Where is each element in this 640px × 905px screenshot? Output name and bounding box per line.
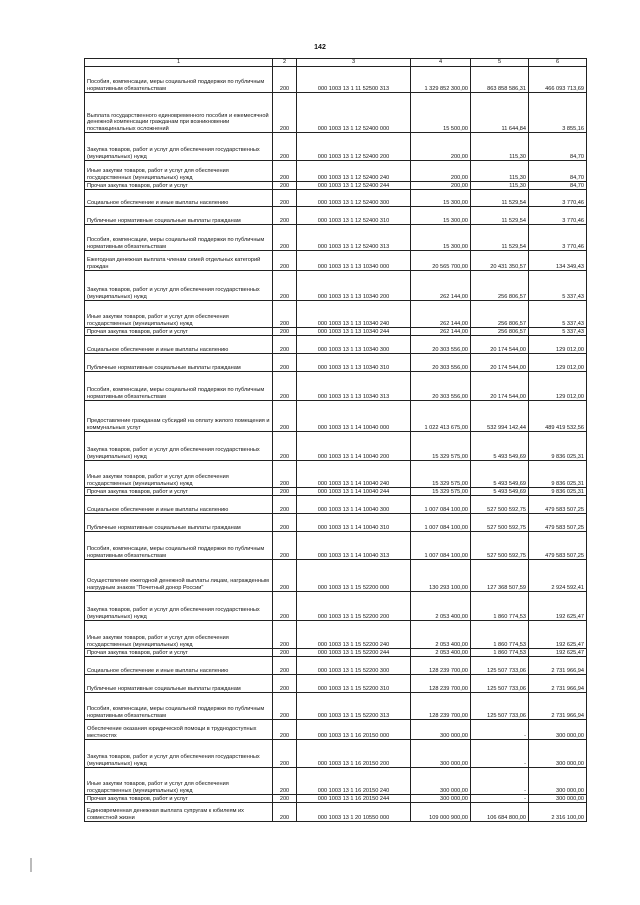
row-approved-amount: 128 239 700,00 xyxy=(411,657,471,675)
table-row xyxy=(85,720,587,740)
row-item-name: Прочая закупка товаров, работ и услуг xyxy=(85,795,273,803)
row-executed-amount: 11 644,84 xyxy=(471,93,529,133)
row-unexecuted-amount: 479 583 507,25 xyxy=(529,496,587,514)
row-item-name: Иные закупки товаров, работ и услуг для обеспечения государственных (муниципальных) нужд xyxy=(85,161,273,182)
table-header-row xyxy=(85,59,587,67)
table-row xyxy=(85,93,587,133)
row-approved-amount: 300 000,00 xyxy=(411,795,471,803)
row-executed-amount: 20 174 544,00 xyxy=(471,372,529,401)
row-approved-amount: 20 303 556,00 xyxy=(411,336,471,354)
row-executed-amount: 863 858 586,31 xyxy=(471,67,529,93)
row-item-name: Единовременная денежная выплата супругам к юбилеям их совместной жизни xyxy=(85,803,273,822)
row-executed-amount: 256 806,57 xyxy=(471,301,529,328)
row-line-code: 200 xyxy=(273,182,297,190)
row-line-code: 200 xyxy=(273,657,297,675)
row-budget-code: 000 1003 13 1 12 52400 300 xyxy=(297,190,411,207)
row-executed-amount: 527 500 592,75 xyxy=(471,496,529,514)
row-item-name: Пособия, компенсации, меры социальной поддержки по публичным нормативным обязательствам xyxy=(85,532,273,560)
row-unexecuted-amount: 300 000,00 xyxy=(529,795,587,803)
row-executed-amount: 11 529,54 xyxy=(471,190,529,207)
row-line-code: 200 xyxy=(273,768,297,795)
row-budget-code: 000 1003 13 1 20 10550 000 xyxy=(297,803,411,822)
row-approved-amount: 1 007 084 100,00 xyxy=(411,514,471,532)
row-approved-amount: 2 053 400,00 xyxy=(411,592,471,621)
row-budget-code: 000 1003 13 1 13 10340 310 xyxy=(297,354,411,372)
row-item-name: Социальное обеспечение и иные выплаты населению xyxy=(85,190,273,207)
row-unexecuted-amount: 9 836 025,31 xyxy=(529,461,587,488)
row-executed-amount: 1 860 774,53 xyxy=(471,592,529,621)
row-line-code: 200 xyxy=(273,67,297,93)
row-line-code: 200 xyxy=(273,592,297,621)
row-budget-code: 000 1003 13 1 15 52200 200 xyxy=(297,592,411,621)
row-unexecuted-amount: 5 337,43 xyxy=(529,328,587,336)
row-unexecuted-amount: 2 731 966,94 xyxy=(529,657,587,675)
row-item-name: Публичные нормативные социальные выплаты гражданам xyxy=(85,354,273,372)
row-line-code: 200 xyxy=(273,336,297,354)
row-line-code: 200 xyxy=(273,328,297,336)
row-approved-amount: 300 000,00 xyxy=(411,768,471,795)
row-budget-code: 000 1003 13 1 12 52400 240 xyxy=(297,161,411,182)
row-unexecuted-amount: 2 316 100,00 xyxy=(529,803,587,822)
row-item-name: Прочая закупка товаров, работ и услуг xyxy=(85,649,273,657)
row-unexecuted-amount: 300 000,00 xyxy=(529,768,587,795)
row-budget-code: 000 1003 13 1 15 52200 300 xyxy=(297,657,411,675)
row-line-code: 200 xyxy=(273,720,297,740)
row-approved-amount: 128 239 700,00 xyxy=(411,693,471,720)
budget-execution-table xyxy=(84,58,587,822)
table-row xyxy=(85,740,587,768)
row-line-code: 200 xyxy=(273,461,297,488)
row-line-code: 200 xyxy=(273,532,297,560)
table-row xyxy=(85,372,587,401)
row-unexecuted-amount: 2 731 966,94 xyxy=(529,693,587,720)
table-row xyxy=(85,461,587,488)
row-item-name: Пособия, компенсации, меры социальной поддержки по публичным нормативным обязательствам xyxy=(85,372,273,401)
row-budget-code: 000 1003 13 1 15 52200 240 xyxy=(297,621,411,649)
row-executed-amount: - xyxy=(471,795,529,803)
table-row xyxy=(85,592,587,621)
table-row xyxy=(85,649,587,657)
row-unexecuted-amount: 5 337,43 xyxy=(529,271,587,301)
row-item-name: Пособия, компенсации, меры социальной поддержки по публичным нормативным обязательствам xyxy=(85,67,273,93)
page-number: 142 xyxy=(314,44,326,51)
row-unexecuted-amount: 192 625,47 xyxy=(529,649,587,657)
row-item-name: Выплата государственного единовременного пособия и ежемесячной денежной компенсации гражданам при возникновении поствакцинальных осложнений xyxy=(85,93,273,133)
row-unexecuted-amount: 3 855,16 xyxy=(529,93,587,133)
row-executed-amount: 5 493 549,69 xyxy=(471,432,529,461)
row-unexecuted-amount: 84,70 xyxy=(529,182,587,190)
row-approved-amount: 15 300,00 xyxy=(411,225,471,251)
row-budget-code: 000 1003 13 1 14 10040 244 xyxy=(297,488,411,496)
row-approved-amount: 2 053 400,00 xyxy=(411,621,471,649)
row-line-code: 200 xyxy=(273,133,297,161)
row-budget-code: 000 1003 13 1 11 52500 313 xyxy=(297,67,411,93)
row-executed-amount: 115,30 xyxy=(471,161,529,182)
row-item-name: Иные закупки товаров, работ и услуг для обеспечения государственных (муниципальных) нужд xyxy=(85,621,273,649)
table-row xyxy=(85,182,587,190)
table-row xyxy=(85,354,587,372)
table-row xyxy=(85,207,587,225)
row-approved-amount: 15 329 575,00 xyxy=(411,432,471,461)
table-row xyxy=(85,496,587,514)
table-row xyxy=(85,803,587,822)
row-line-code: 200 xyxy=(273,432,297,461)
table-row xyxy=(85,251,587,271)
row-item-name: Закупка товаров, работ и услуг для обеспечения государственных (муниципальных) нужд xyxy=(85,592,273,621)
column-header-5: 5 xyxy=(471,59,529,67)
budget-table-container xyxy=(84,58,586,822)
row-approved-amount: 15 300,00 xyxy=(411,190,471,207)
table-row xyxy=(85,532,587,560)
row-unexecuted-amount: 300 000,00 xyxy=(529,720,587,740)
row-executed-amount: 11 529,54 xyxy=(471,207,529,225)
row-executed-amount: 11 529,54 xyxy=(471,225,529,251)
row-item-name: Иные закупки товаров, работ и услуг для обеспечения государственных (муниципальных) нужд xyxy=(85,768,273,795)
row-executed-amount: 20 174 544,00 xyxy=(471,354,529,372)
table-row xyxy=(85,328,587,336)
row-budget-code: 000 1003 13 1 15 52200 000 xyxy=(297,560,411,592)
row-budget-code: 000 1003 13 1 12 52400 000 xyxy=(297,93,411,133)
row-executed-amount: 20 431 350,57 xyxy=(471,251,529,271)
row-approved-amount: 200,00 xyxy=(411,161,471,182)
row-executed-amount: - xyxy=(471,720,529,740)
row-line-code: 200 xyxy=(273,740,297,768)
row-executed-amount: 527 500 592,75 xyxy=(471,514,529,532)
row-item-name: Закупка товаров, работ и услуг для обеспечения государственных (муниципальных) нужд xyxy=(85,133,273,161)
row-line-code: 200 xyxy=(273,803,297,822)
row-executed-amount: 256 806,57 xyxy=(471,328,529,336)
row-approved-amount: 128 239 700,00 xyxy=(411,675,471,693)
row-budget-code: 000 1003 13 1 12 52400 200 xyxy=(297,133,411,161)
row-line-code: 200 xyxy=(273,675,297,693)
row-unexecuted-amount: 479 583 507,25 xyxy=(529,514,587,532)
row-budget-code: 000 1003 13 1 15 52200 310 xyxy=(297,675,411,693)
row-executed-amount: 106 684 800,00 xyxy=(471,803,529,822)
row-approved-amount: 200,00 xyxy=(411,182,471,190)
row-executed-amount: 532 994 142,44 xyxy=(471,401,529,432)
row-budget-code: 000 1003 13 1 13 10340 244 xyxy=(297,328,411,336)
row-approved-amount: 130 293 100,00 xyxy=(411,560,471,592)
row-budget-code: 000 1003 13 1 13 10340 000 xyxy=(297,251,411,271)
row-approved-amount: 15 329 575,00 xyxy=(411,461,471,488)
table-row xyxy=(85,488,587,496)
row-item-name: Социальное обеспечение и иные выплаты населению xyxy=(85,496,273,514)
row-approved-amount: 15 500,00 xyxy=(411,93,471,133)
row-executed-amount: 20 174 544,00 xyxy=(471,336,529,354)
row-approved-amount: 262 144,00 xyxy=(411,301,471,328)
row-unexecuted-amount: 2 924 592,41 xyxy=(529,560,587,592)
table-row xyxy=(85,432,587,461)
row-line-code: 200 xyxy=(273,693,297,720)
row-item-name: Социальное обеспечение и иные выплаты населению xyxy=(85,657,273,675)
row-line-code: 200 xyxy=(273,354,297,372)
row-line-code: 200 xyxy=(273,372,297,401)
row-unexecuted-amount: 134 349,43 xyxy=(529,251,587,271)
table-row xyxy=(85,67,587,93)
row-budget-code: 000 1003 13 1 14 10040 310 xyxy=(297,514,411,532)
row-line-code: 200 xyxy=(273,207,297,225)
row-item-name: Закупка товаров, работ и услуг для обеспечения государственных (муниципальных) нужд xyxy=(85,740,273,768)
row-item-name: Прочая закупка товаров, работ и услуг xyxy=(85,182,273,190)
table-row xyxy=(85,271,587,301)
row-item-name: Осуществление ежегодной денежной выплаты лицам, награжденным нагрудным знаком "Почетный донор России" xyxy=(85,560,273,592)
row-budget-code: 000 1003 13 1 13 10340 240 xyxy=(297,301,411,328)
row-approved-amount: 200,00 xyxy=(411,133,471,161)
column-header-4: 4 xyxy=(411,59,471,67)
row-executed-amount: 1 860 774,53 xyxy=(471,621,529,649)
row-executed-amount: 256 806,57 xyxy=(471,271,529,301)
row-budget-code: 000 1003 13 1 12 52400 313 xyxy=(297,225,411,251)
row-item-name: Закупка товаров, работ и услуг для обеспечения государственных (муниципальных) нужд xyxy=(85,432,273,461)
row-item-name: Прочая закупка товаров, работ и услуг xyxy=(85,488,273,496)
table-row xyxy=(85,161,587,182)
row-executed-amount: 115,30 xyxy=(471,133,529,161)
row-approved-amount: 262 144,00 xyxy=(411,271,471,301)
row-approved-amount: 262 144,00 xyxy=(411,328,471,336)
table-row xyxy=(85,225,587,251)
row-item-name: Закупка товаров, работ и услуг для обеспечения государственных (муниципальных) нужд xyxy=(85,271,273,301)
row-unexecuted-amount: 5 337,43 xyxy=(529,301,587,328)
row-budget-code: 000 1003 13 1 16 20150 244 xyxy=(297,795,411,803)
row-unexecuted-amount: 300 000,00 xyxy=(529,740,587,768)
table-row xyxy=(85,560,587,592)
table-row xyxy=(85,336,587,354)
table-row xyxy=(85,301,587,328)
row-line-code: 200 xyxy=(273,271,297,301)
row-line-code: 200 xyxy=(273,795,297,803)
row-item-name: Пособия, компенсации, меры социальной поддержки по публичным нормативным обязательствам xyxy=(85,693,273,720)
row-executed-amount: 125 507 733,06 xyxy=(471,657,529,675)
row-executed-amount: 115,30 xyxy=(471,182,529,190)
row-item-name: Прочая закупка товаров, работ и услуг xyxy=(85,328,273,336)
table-row xyxy=(85,514,587,532)
column-header-1: 1 xyxy=(85,59,273,67)
row-executed-amount: 125 507 733,06 xyxy=(471,675,529,693)
row-approved-amount: 1 329 852 300,00 xyxy=(411,67,471,93)
table-row xyxy=(85,133,587,161)
row-approved-amount: 300 000,00 xyxy=(411,720,471,740)
row-executed-amount: 5 493 549,69 xyxy=(471,461,529,488)
row-line-code: 200 xyxy=(273,621,297,649)
row-line-code: 200 xyxy=(273,93,297,133)
row-executed-amount: 5 493 549,69 xyxy=(471,488,529,496)
row-line-code: 200 xyxy=(273,649,297,657)
row-budget-code: 000 1003 13 1 13 10340 200 xyxy=(297,271,411,301)
row-budget-code: 000 1003 13 1 13 10340 313 xyxy=(297,372,411,401)
row-approved-amount: 1 007 084 100,00 xyxy=(411,532,471,560)
table-row xyxy=(85,657,587,675)
row-line-code: 200 xyxy=(273,496,297,514)
row-approved-amount: 20 303 556,00 xyxy=(411,372,471,401)
row-budget-code: 000 1003 13 1 12 52400 310 xyxy=(297,207,411,225)
row-approved-amount: 15 329 575,00 xyxy=(411,488,471,496)
row-line-code: 200 xyxy=(273,488,297,496)
table-row xyxy=(85,190,587,207)
table-body xyxy=(85,67,587,822)
table-row xyxy=(85,675,587,693)
row-unexecuted-amount: 489 419 532,56 xyxy=(529,401,587,432)
row-unexecuted-amount: 84,70 xyxy=(529,161,587,182)
row-line-code: 200 xyxy=(273,251,297,271)
row-executed-amount: 127 368 507,59 xyxy=(471,560,529,592)
row-line-code: 200 xyxy=(273,301,297,328)
row-unexecuted-amount: 3 770,46 xyxy=(529,225,587,251)
row-approved-amount: 20 565 700,00 xyxy=(411,251,471,271)
row-budget-code: 000 1003 13 1 13 10340 300 xyxy=(297,336,411,354)
row-item-name: Предоставление гражданам субсидий на оплату жилого помещения и коммунальных услуг xyxy=(85,401,273,432)
row-executed-amount: - xyxy=(471,740,529,768)
row-line-code: 200 xyxy=(273,190,297,207)
row-budget-code: 000 1003 13 1 14 10040 000 xyxy=(297,401,411,432)
row-item-name: Иные закупки товаров, работ и услуг для обеспечения государственных (муниципальных) нужд xyxy=(85,461,273,488)
row-budget-code: 000 1003 13 1 14 10040 300 xyxy=(297,496,411,514)
scan-mark xyxy=(30,858,32,872)
row-line-code: 200 xyxy=(273,401,297,432)
row-line-code: 200 xyxy=(273,161,297,182)
row-approved-amount: 20 303 556,00 xyxy=(411,354,471,372)
row-line-code: 200 xyxy=(273,560,297,592)
row-budget-code: 000 1003 13 1 14 10040 200 xyxy=(297,432,411,461)
row-unexecuted-amount: 3 770,46 xyxy=(529,207,587,225)
row-unexecuted-amount: 3 770,46 xyxy=(529,190,587,207)
row-executed-amount: 1 860 774,53 xyxy=(471,649,529,657)
row-unexecuted-amount: 84,70 xyxy=(529,133,587,161)
row-item-name: Ежегодная денежная выплата членам семей отдельных категорий граждан xyxy=(85,251,273,271)
row-executed-amount: 125 507 733,06 xyxy=(471,693,529,720)
row-budget-code: 000 1003 13 1 16 20150 000 xyxy=(297,720,411,740)
row-executed-amount: 527 500 592,75 xyxy=(471,532,529,560)
row-budget-code: 000 1003 13 1 16 20150 240 xyxy=(297,768,411,795)
row-approved-amount: 15 300,00 xyxy=(411,207,471,225)
row-item-name: Публичные нормативные социальные выплаты гражданам xyxy=(85,675,273,693)
row-item-name: Публичные нормативные социальные выплаты гражданам xyxy=(85,207,273,225)
row-item-name: Пособия, компенсации, меры социальной поддержки по публичным нормативным обязательствам xyxy=(85,225,273,251)
row-budget-code: 000 1003 13 1 14 10040 313 xyxy=(297,532,411,560)
row-budget-code: 000 1003 13 1 12 52400 244 xyxy=(297,182,411,190)
row-item-name: Социальное обеспечение и иные выплаты населению xyxy=(85,336,273,354)
table-row xyxy=(85,768,587,795)
row-budget-code: 000 1003 13 1 15 52200 313 xyxy=(297,693,411,720)
table-row xyxy=(85,693,587,720)
row-line-code: 200 xyxy=(273,225,297,251)
row-executed-amount: - xyxy=(471,768,529,795)
row-unexecuted-amount: 192 625,47 xyxy=(529,621,587,649)
row-approved-amount: 1 022 413 675,00 xyxy=(411,401,471,432)
column-header-2: 2 xyxy=(273,59,297,67)
row-budget-code: 000 1003 13 1 15 52200 244 xyxy=(297,649,411,657)
table-row xyxy=(85,401,587,432)
column-header-6: 6 xyxy=(529,59,587,67)
row-unexecuted-amount: 129 012,00 xyxy=(529,372,587,401)
row-line-code: 200 xyxy=(273,514,297,532)
row-unexecuted-amount: 9 836 025,31 xyxy=(529,432,587,461)
row-approved-amount: 109 000 900,00 xyxy=(411,803,471,822)
row-item-name: Обеспечение оказания юридической помощи в труднодоступных местностях xyxy=(85,720,273,740)
row-item-name: Иные закупки товаров, работ и услуг для обеспечения государственных (муниципальных) нужд xyxy=(85,301,273,328)
row-budget-code: 000 1003 13 1 16 20150 200 xyxy=(297,740,411,768)
column-header-3: 3 xyxy=(297,59,411,67)
row-unexecuted-amount: 2 731 966,94 xyxy=(529,675,587,693)
row-approved-amount: 300 000,00 xyxy=(411,740,471,768)
row-budget-code: 000 1003 13 1 14 10040 240 xyxy=(297,461,411,488)
row-approved-amount: 2 053 400,00 xyxy=(411,649,471,657)
row-unexecuted-amount: 129 012,00 xyxy=(529,354,587,372)
row-unexecuted-amount: 192 625,47 xyxy=(529,592,587,621)
row-unexecuted-amount: 479 583 507,25 xyxy=(529,532,587,560)
row-item-name: Публичные нормативные социальные выплаты гражданам xyxy=(85,514,273,532)
table-row xyxy=(85,621,587,649)
table-row xyxy=(85,795,587,803)
row-unexecuted-amount: 9 836 025,31 xyxy=(529,488,587,496)
row-approved-amount: 1 007 084 100,00 xyxy=(411,496,471,514)
row-unexecuted-amount: 466 093 713,69 xyxy=(529,67,587,93)
row-unexecuted-amount: 129 012,00 xyxy=(529,336,587,354)
